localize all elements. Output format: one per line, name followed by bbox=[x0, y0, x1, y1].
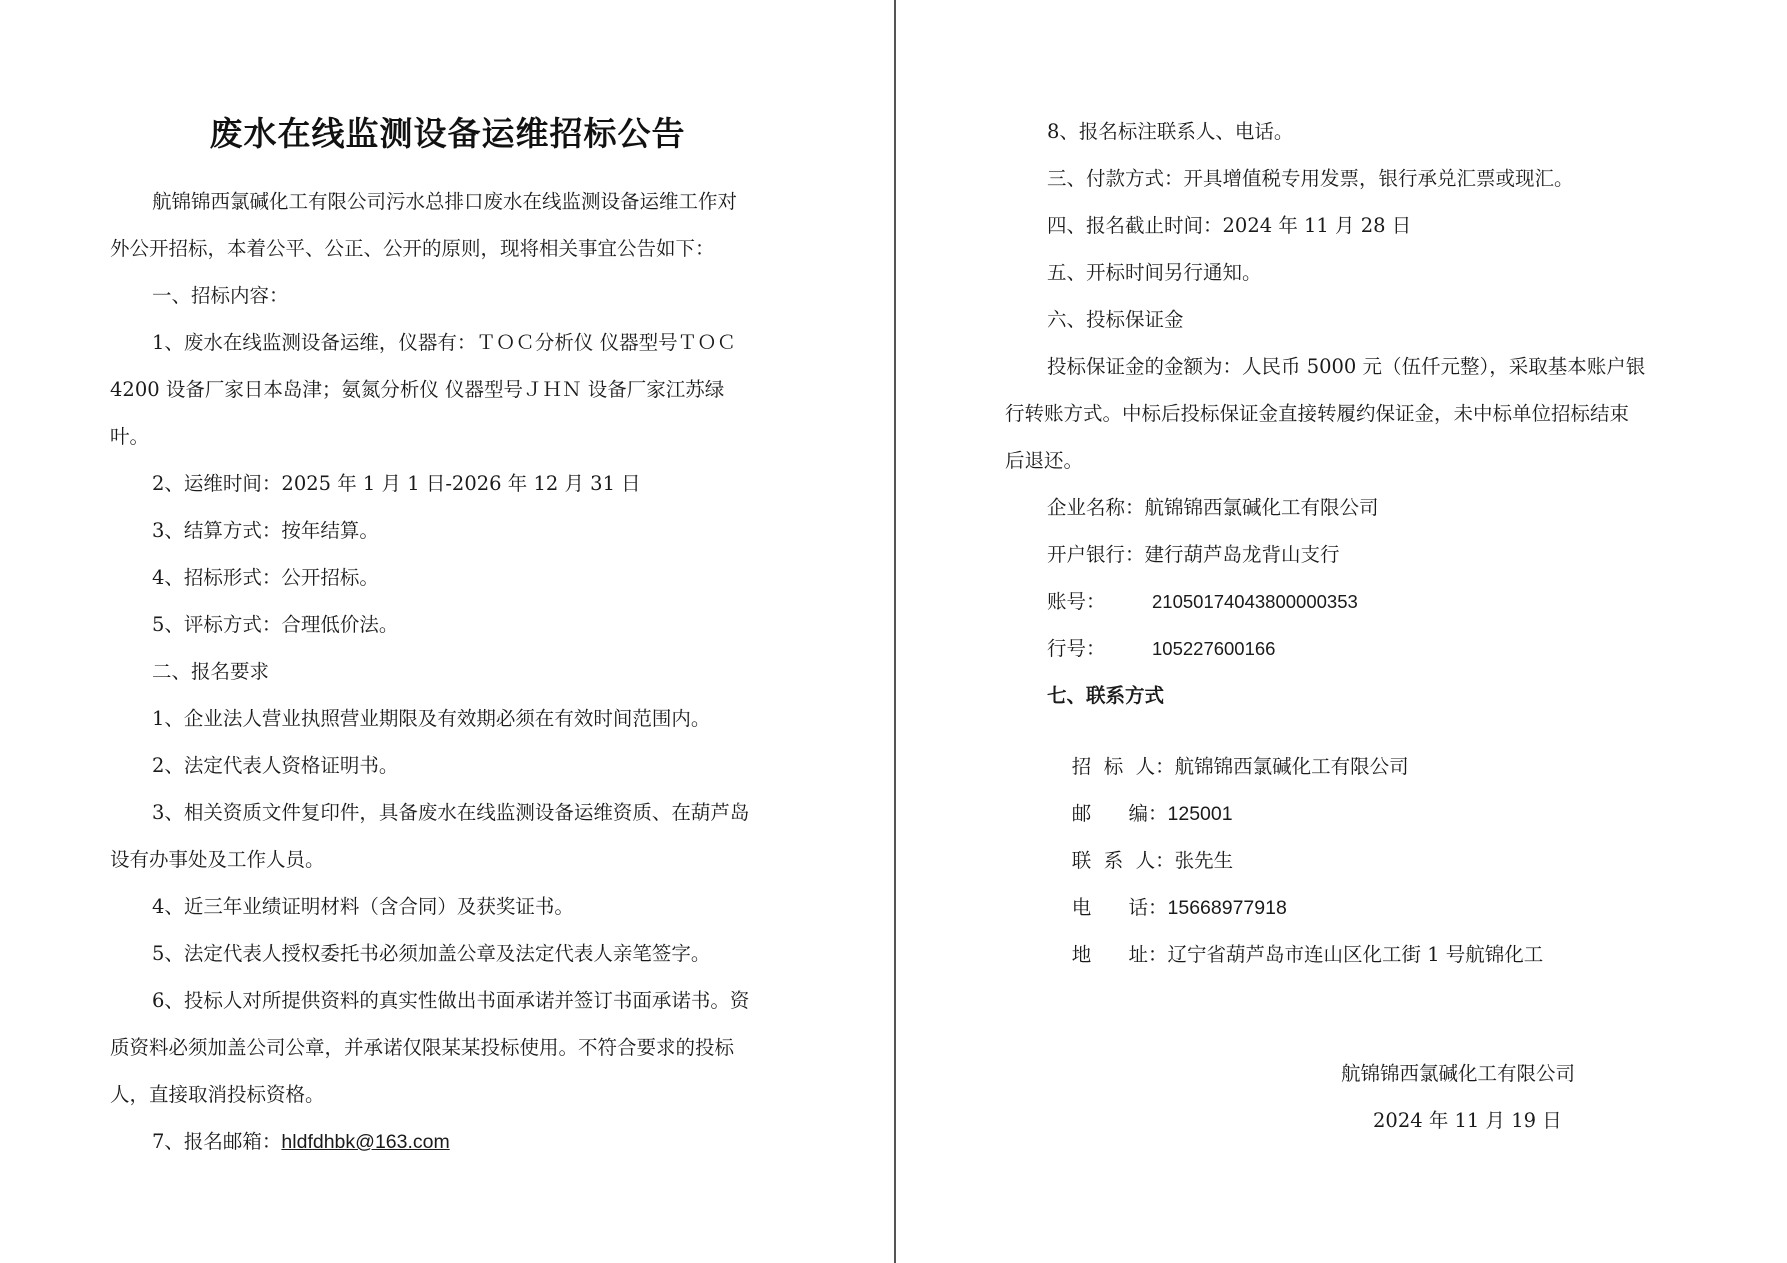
requirement-6-line-1: 6、投标人对所提供资料的真实性做出书面承诺并签订书面承诺书。资 bbox=[152, 989, 750, 1012]
signature-date: 2024 年 11 月 19 日 bbox=[1373, 1109, 1562, 1132]
tenderer-value: 航锦锦西氯碱化工有限公司 bbox=[1174, 755, 1409, 778]
deposit-line-1: 投标保证金的金额为：人民币 5000 元（伍仟元整），采取基本账户银 bbox=[1047, 355, 1646, 378]
account-value: 21050174043800000353 bbox=[1152, 591, 1358, 612]
phone-value: 15668977918 bbox=[1167, 897, 1287, 919]
address-label: 地 址： bbox=[1071, 943, 1168, 966]
requirement-4: 4、近三年业绩证明材料（含合同）及获奖证书。 bbox=[152, 895, 574, 918]
phone-label: 电 话： bbox=[1071, 896, 1168, 919]
requirement-3-line-1: 3、相关资质文件复印件，具备废水在线监测设备运维资质、在葫芦岛 bbox=[152, 801, 750, 824]
bank-label: 开户银行： bbox=[1047, 543, 1145, 566]
account-label: 账号： bbox=[1047, 590, 1106, 613]
account-row bbox=[1047, 590, 1106, 614]
requirement-3-line-2: 设有办事处及工作人员。 bbox=[110, 848, 325, 871]
page-title: 废水在线监测设备运维招标公告 bbox=[209, 114, 686, 153]
item-3: 3、结算方式：按年结算。 bbox=[152, 519, 379, 542]
company-row bbox=[1047, 496, 1379, 520]
section-7-title: 七、联系方式 bbox=[1047, 684, 1165, 707]
item-5: 5、评标方式：合理低价法。 bbox=[152, 613, 399, 636]
bank-value: 建行葫芦岛龙背山支行 bbox=[1144, 543, 1340, 566]
requirement-6-line-2: 质资料必须加盖公司公章，并承诺仅限某某投标使用。不符合要求的投标 bbox=[110, 1036, 735, 1059]
bank-number-row bbox=[1047, 637, 1106, 661]
deposit-line-3: 后退还。 bbox=[1005, 449, 1084, 472]
bank-number-label: 行号： bbox=[1047, 637, 1106, 660]
item-4: 4、招标形式：公开招标。 bbox=[152, 566, 379, 589]
postcode-label: 邮 编： bbox=[1071, 802, 1168, 825]
email-label: 7、报名邮箱： bbox=[152, 1130, 282, 1153]
contact-value: 张先生 bbox=[1174, 849, 1234, 872]
section-1-title: 一、招标内容： bbox=[152, 284, 289, 307]
address-row bbox=[1047, 919, 1543, 991]
right-page bbox=[898, 0, 1787, 1263]
company-value: 航锦锦西氯碱化工有限公司 bbox=[1144, 496, 1379, 519]
section-6-title: 六、投标保证金 bbox=[1047, 308, 1184, 331]
item-1-line-3: 叶。 bbox=[110, 425, 150, 448]
company-label: 企业名称： bbox=[1047, 496, 1145, 519]
intro-line-1: 航锦锦西氯碱化工有限公司污水总排口废水在线监测设备运维工作对 bbox=[152, 190, 738, 213]
address-value: 辽宁省葫芦岛市连山区化工街 1 号航锦化工 bbox=[1167, 943, 1544, 966]
deposit-line-2: 行转账方式。中标后投标保证金直接转履约保证金，未中标单位招标结束 bbox=[1005, 402, 1630, 425]
item-1-line-2: 4200 设备厂家日本岛津；氨氮分析仪 仪器型号ＪＨＮ 设备厂家江苏绿 bbox=[110, 378, 725, 401]
requirement-2: 2、法定代表人资格证明书。 bbox=[152, 754, 399, 777]
requirement-1: 1、企业法人营业执照营业期限及有效期必须在有效时间范围内。 bbox=[152, 707, 711, 730]
item-1-line-1: 1、废水在线监测设备运维，仪器有：ＴＯＣ分析仪 仪器型号ＴＯＣ bbox=[152, 331, 737, 354]
section-2-title: 二、报名要求 bbox=[152, 660, 270, 683]
section-4-deadline: 四、报名截止时间：2024 年 11 月 28 日 bbox=[1047, 214, 1412, 237]
section-3-payment: 三、付款方式：开具增值税专用发票，银行承兑汇票或现汇。 bbox=[1047, 167, 1574, 190]
contact-label: 联 系 人： bbox=[1071, 849, 1175, 872]
intro-line-2: 外公开招标，本着公平、公正、公开的原则，现将相关事宜公告如下： bbox=[110, 237, 715, 260]
requirement-7 bbox=[152, 1130, 450, 1154]
requirement-5: 5、法定代表人授权委托书必须加盖公章及法定代表人亲笔签字。 bbox=[152, 942, 711, 965]
signature-company: 航锦锦西氯碱化工有限公司 bbox=[1341, 1062, 1576, 1085]
bank-row bbox=[1047, 543, 1340, 567]
requirement-6-line-3: 人，直接取消投标资格。 bbox=[110, 1083, 325, 1106]
requirement-8: 8、报名标注联系人、电话。 bbox=[1047, 120, 1294, 143]
postcode-value: 125001 bbox=[1167, 803, 1233, 825]
tenderer-label: 招 标 人： bbox=[1071, 755, 1175, 778]
bank-number-value: 105227600166 bbox=[1152, 638, 1276, 659]
email-link[interactable]: hldfdhbk@163.com bbox=[281, 1131, 450, 1153]
item-2: 2、运维时间：2025 年 1 月 1 日-2026 年 12 月 31 日 bbox=[152, 472, 641, 495]
section-5-opening: 五、开标时间另行通知。 bbox=[1047, 261, 1262, 284]
